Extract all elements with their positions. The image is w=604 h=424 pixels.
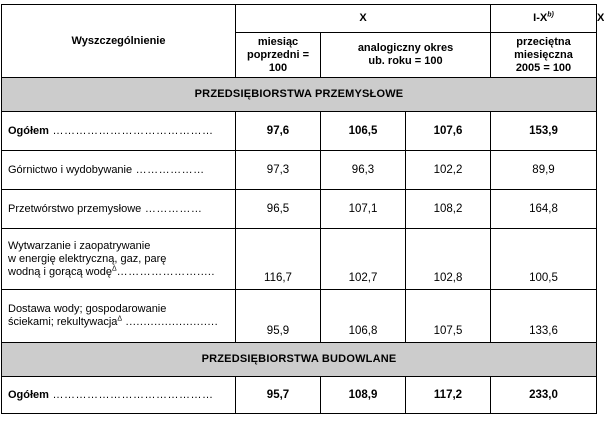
value-cell: 107,1 [321,190,406,229]
group-header-ix-text: I-X [533,12,548,24]
value-cell: 95,9 [236,290,321,343]
column-label-header: Wyszczególnienie [2,5,236,78]
footnote-mark: Δ [117,315,123,323]
value-cell: 164,8 [491,190,597,229]
row-label-dots: …………………………………… [48,388,214,401]
value-cell: 106,5 [321,112,406,151]
table-row [2,151,597,190]
section-header-industry [2,78,597,112]
subheader-avg-2005 [491,33,597,78]
row-label-dots: …………………..... [116,265,215,278]
value-cell: 96,3 [321,151,406,190]
row-label [2,229,236,290]
value-cell: 117,2 [406,377,491,414]
row-label-dots: .......................... [122,316,219,328]
table-row [2,290,597,343]
value-cell: 108,2 [406,190,491,229]
row-label [2,290,236,343]
table-row [2,112,597,151]
table-row [2,190,597,229]
row-label-line: Wytwarzanie i zaopatrywanie [8,239,151,252]
footnote-mark: Δ [111,264,117,272]
subheader-same-period [321,33,491,78]
value-cell: 102,8 [406,229,491,290]
value-cell: 153,9 [491,112,597,151]
section-title-industry: PRZEDSIĘBIORSTWA PRZEMYSŁOWE [2,78,597,112]
value-cell: 96,5 [236,190,321,229]
row-label-text: Górnictwo i wydobywanie [8,163,133,176]
group-header-ix-note: b) [547,11,554,19]
subheader-prev-month [236,33,321,78]
value-cell: 95,7 [236,377,321,414]
value-cell: 233,0 [491,377,597,414]
value-cell: 106,8 [321,290,406,343]
value-cell: 107,6 [406,112,491,151]
row-label-text: wodną i gorącą wodę [8,265,112,278]
row-label-text: Przetwórstwo przemysłowe [8,202,142,215]
value-cell: 108,9 [321,377,406,414]
row-label-line: Dostawa wody; gospodarowanie [8,303,167,315]
row-label-line: w energię elektryczną, gaz, parę [8,252,167,265]
row-label-dots: …………………………………… [48,124,214,137]
value-cell: 102,2 [406,151,491,190]
subheader-avg-2005-text: przeciętna miesięczna 2005 = 100 [514,35,573,74]
row-label-dots: …………… [141,202,203,215]
header-row-1: Wyszczególnienie X $I-X^{b)}$ X [2,5,597,33]
row-label-text: Ogółem [8,124,49,137]
section-header-construction [2,343,597,377]
table-row [2,377,597,414]
row-label [2,377,236,414]
row-label [2,151,236,190]
row-label [2,112,236,151]
row-label-text: ściekami; rekultywacja [8,316,118,328]
value-cell: 133,6 [491,290,597,343]
value-cell: 116,7 [236,229,321,290]
group-header-ix [491,5,597,33]
group-header-x: X [236,5,491,33]
row-label-line [8,266,235,279]
table-row [2,229,597,290]
value-cell: 107,5 [406,290,491,343]
value-cell: 100,5 [491,229,597,290]
subheader-same-period-text: analogiczny okres ub. roku = 100 [357,42,454,67]
statistics-table [1,4,604,414]
row-label [2,190,236,229]
value-cell: 97,6 [236,112,321,151]
subheader-prev-month-text: miesiąc poprzedni = 100 [246,35,310,74]
section-title-construction: PRZEDSIĘBIORSTWA BUDOWLANE [2,343,597,377]
row-label-dots: ……………… [132,163,205,176]
value-cell: 102,7 [321,229,406,290]
value-cell: 89,9 [491,151,597,190]
row-label-text: Ogółem [8,388,49,401]
value-cell: 97,3 [236,151,321,190]
row-label-line [8,316,235,329]
